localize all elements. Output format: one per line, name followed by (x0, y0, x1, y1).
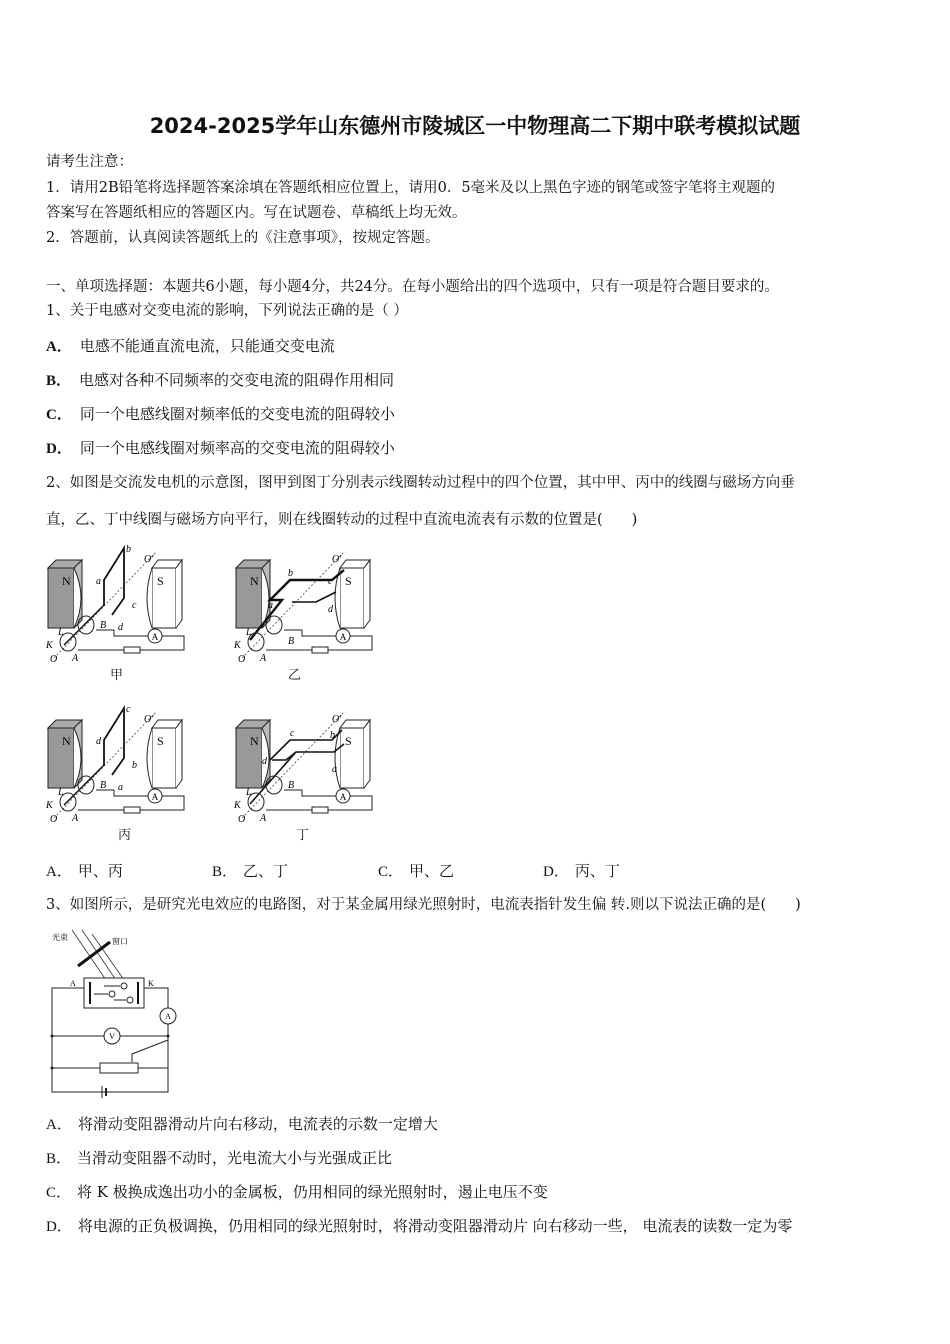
notice-item-1: 1．请用2B铅笔将选择题答案涂填在答题纸相应位置上，请用0．5毫米及以上黑色字迹的钢笔或签字笔将主观题的 (46, 180, 776, 196)
svg-text:A: A (339, 792, 347, 802)
generator-figure-jia (44, 540, 194, 665)
option-label: A． (46, 339, 72, 355)
svg-text:K: K (234, 800, 241, 811)
svg-text:A: A (72, 813, 79, 824)
svg-text:V: V (109, 1032, 115, 1041)
option-text: 电感对各种不同频率的交变电流的阻碍作用相同 (79, 371, 395, 389)
svg-text:a: a (118, 782, 123, 793)
q3-option-b[interactable] (46, 1148, 392, 1169)
svg-text:K: K (148, 979, 154, 988)
svg-text:A: A (151, 792, 159, 802)
svg-text:b: b (330, 730, 335, 741)
q1-option-b[interactable] (46, 370, 394, 391)
svg-text:N: N (62, 734, 71, 748)
svg-text:a: a (268, 600, 273, 611)
q3-option-a[interactable] (46, 1114, 438, 1135)
option-text: 同一个电感线圈对频率高的交变电流的阻碍较小 (79, 439, 395, 457)
generator-figure-bing (44, 700, 194, 825)
q3-option-c[interactable] (46, 1182, 548, 1203)
svg-text:b: b (288, 568, 293, 579)
option-label: D． (46, 441, 72, 457)
svg-text:a: a (332, 764, 337, 775)
svg-text:d: d (96, 736, 101, 747)
svg-text:b: b (132, 760, 137, 771)
section-heading: 一、单项选择题：本题共6小题，每小题4分，共24分。在每小题给出的四个选项中，只有一项是符合题目要求的。 (46, 279, 779, 295)
svg-text:K: K (46, 800, 53, 811)
svg-text:d: d (328, 604, 333, 615)
svg-text:S: S (345, 574, 352, 588)
question-3-stem: 3、如图所示，是研究光电效应的电路图，对于某金属用绿光照射时，电流表指针发生偏 转.则以下说法正确的是( ) (46, 897, 801, 913)
svg-text:S: S (157, 574, 164, 588)
svg-text:O: O (50, 654, 58, 665)
generator-figure-ding (232, 700, 382, 825)
option-text: 将滑动变阻器滑动片向右移动，电流表的示数一定增大 (77, 1115, 438, 1133)
question-2-stem-cont: 直，乙、丁中线圈与磁场方向平行，则在线圈转动的过程中直流电流表有示数的位置是( ) (46, 512, 638, 528)
svg-text:c: c (126, 704, 131, 715)
option-label: A． (46, 864, 72, 880)
svg-text:c: c (132, 600, 137, 611)
svg-text:B: B (100, 780, 107, 791)
option-text: 甲、丙 (77, 862, 123, 880)
svg-text:S: S (345, 734, 352, 748)
svg-text:A: A (151, 632, 159, 642)
option-text: 电感不能通直流电流，只能通交变电流 (79, 337, 335, 355)
svg-text:O′: O′ (332, 554, 342, 565)
question-1-stem: 1、关于电感对交变电流的影响，下列说法正确的是（ ） (46, 303, 408, 319)
q2-option-d[interactable] (543, 860, 620, 881)
page-title: 2024-2025学年山东德州市陵城区一中物理高二下期中联考模拟试题 (149, 114, 801, 138)
svg-text:S: S (157, 734, 164, 748)
svg-text:A: A (165, 1012, 171, 1021)
option-text: 丙、丁 (574, 862, 620, 880)
svg-text:B: B (288, 636, 295, 647)
svg-text:a: a (96, 576, 101, 587)
q1-option-c[interactable] (46, 404, 395, 425)
svg-text:N: N (250, 574, 259, 588)
svg-text:O: O (238, 654, 246, 665)
svg-text:O′: O′ (144, 714, 154, 725)
option-label: D． (543, 864, 569, 880)
beam-label: 光束 (52, 933, 68, 942)
notice-item-1-cont: 答案写在答题纸相应的答题区内。写在试题卷、草稿纸上均无效。 (46, 205, 467, 221)
svg-text:B: B (288, 780, 295, 791)
svg-text:b: b (126, 544, 131, 555)
svg-text:L: L (58, 787, 64, 798)
q3-option-d[interactable] (46, 1216, 792, 1237)
svg-text:B: B (100, 620, 107, 631)
question-2-stem: 2、如图是交流发电机的示意图，图甲到图丁分别表示线圈转动过程中的四个位置，其中甲、丙中的线圈与磁场方向垂 (46, 475, 795, 491)
option-label: B． (46, 373, 72, 389)
svg-text:A: A (70, 979, 76, 988)
notice-item-2: 2．答题前，认真阅读答题纸上的《注意事项》，按规定答题。 (46, 230, 440, 246)
generator-figure-yi (232, 540, 382, 665)
svg-text:L: L (246, 787, 252, 798)
option-label: A． (46, 1117, 72, 1133)
svg-text:A: A (260, 653, 267, 664)
svg-text:L: L (246, 627, 252, 638)
svg-text:A: A (260, 813, 267, 824)
q2-option-b[interactable] (212, 860, 288, 881)
q2-option-a[interactable] (46, 860, 123, 881)
figure-caption-jia: 甲 (110, 668, 124, 683)
svg-text:A: A (72, 653, 79, 664)
option-text: 当滑动变阻器不动时，光电流大小与光强成正比 (77, 1149, 393, 1167)
option-label: B． (46, 1151, 72, 1167)
svg-text:O′: O′ (144, 554, 154, 565)
svg-text:O′: O′ (332, 714, 342, 725)
notice-heading: 请考生注意： (46, 154, 133, 170)
option-label: C． (378, 864, 404, 880)
option-text: 将电源的正负极调换，仍用相同的绿光照射时，将滑动变阻器滑动片 向右移动一些， 电流表的读数一定为零 (77, 1217, 793, 1235)
option-label: B． (212, 864, 238, 880)
q2-option-c[interactable] (378, 860, 454, 881)
figure-caption-ding: 丁 (296, 828, 310, 843)
svg-text:L: L (58, 627, 64, 638)
svg-text:O: O (238, 814, 246, 825)
option-label: C． (46, 407, 72, 423)
q1-option-d[interactable] (46, 438, 395, 459)
svg-text:d: d (262, 756, 267, 767)
svg-text:c: c (290, 728, 295, 739)
svg-text:c: c (328, 576, 333, 587)
svg-text:O: O (50, 814, 58, 825)
window-label: 窗口 (112, 937, 128, 946)
svg-text:d: d (118, 622, 123, 633)
q1-option-a[interactable] (46, 336, 335, 357)
svg-text:K: K (234, 640, 241, 651)
svg-text:A: A (339, 632, 347, 642)
figure-caption-yi: 乙 (288, 668, 302, 683)
option-label: D． (46, 1219, 72, 1235)
figure-caption-bing: 丙 (118, 828, 132, 843)
option-label: C． (46, 1185, 72, 1201)
option-text: 将 K 极换成逸出功小的金属板，仍用相同的绿光照射时，遏止电压不变 (77, 1183, 548, 1201)
option-text: 甲、乙 (409, 862, 455, 880)
option-text: 乙、丁 (243, 862, 289, 880)
svg-text:K: K (46, 640, 53, 651)
photoelectric-circuit-figure (44, 928, 184, 1098)
svg-text:N: N (62, 574, 71, 588)
svg-text:N: N (250, 734, 259, 748)
option-text: 同一个电感线圈对频率低的交变电流的阻碍较小 (79, 405, 395, 423)
